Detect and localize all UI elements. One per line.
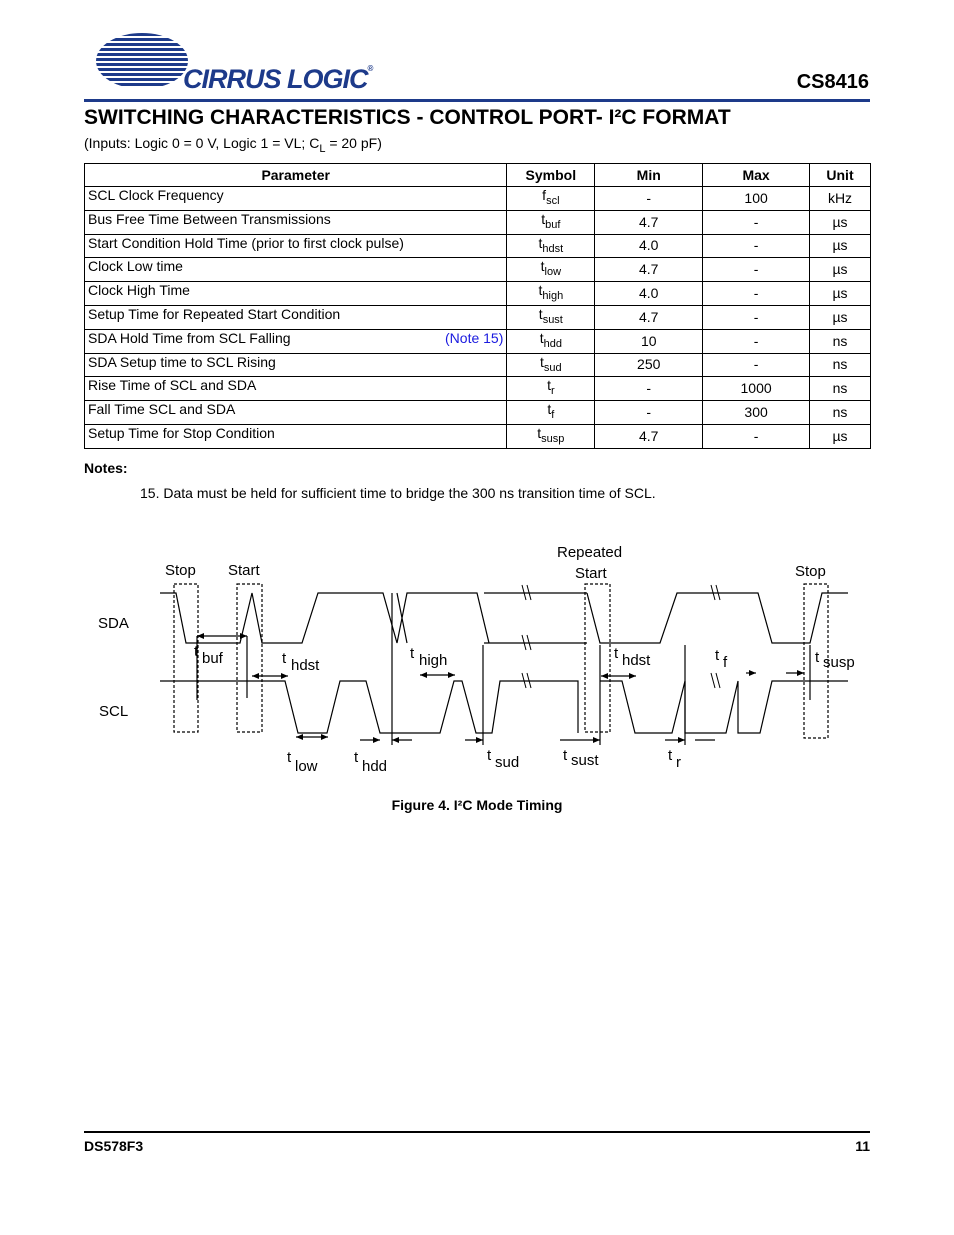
table-header-row xyxy=(85,164,871,187)
unit-cell: ns xyxy=(810,401,871,425)
min-cell: 250 xyxy=(595,353,703,377)
parameter-cell xyxy=(85,210,507,234)
hdst-label: hdst xyxy=(291,657,320,674)
header-rule xyxy=(84,99,870,102)
switching-characteristics-table xyxy=(84,163,871,449)
note-15: 15. Data must be held for sufficient time to bridge the 300 ns transition time of SCL. xyxy=(140,485,656,501)
table-row xyxy=(85,234,871,258)
table-row xyxy=(85,424,871,448)
table-row xyxy=(85,353,871,377)
sust-label: sust xyxy=(571,752,599,769)
repeated-label: Repeated xyxy=(557,544,623,561)
table-row xyxy=(85,210,871,234)
unit-cell: µs xyxy=(810,258,871,282)
section-subtitle: (Inputs: Logic 0 = 0 V, Logic 1 = VL; $C_L = 20$ pF) xyxy=(84,135,382,155)
table-row xyxy=(85,401,871,425)
symbol-cell: $t_{hdd}$ xyxy=(507,329,595,353)
unit-cell: ns xyxy=(810,353,871,377)
brand-name: CIRRUS LOGIC® xyxy=(183,64,373,94)
symbol-cell: $t_r$ xyxy=(507,377,595,401)
min-cell: - xyxy=(595,377,703,401)
parameter-cell xyxy=(85,258,507,282)
stop-label: Stop xyxy=(165,562,196,579)
susp-label: susp xyxy=(823,654,855,671)
parameter-cell xyxy=(85,282,507,306)
t-label: t xyxy=(282,650,287,667)
parameter-name: Fall Time SCL and SDA xyxy=(88,401,236,418)
t-label: t xyxy=(194,643,199,660)
unit-cell: µs xyxy=(810,424,871,448)
min-cell: - xyxy=(595,187,703,211)
parameter-name: SDA Setup time to SCL Rising xyxy=(88,353,276,370)
low-label: low xyxy=(295,758,318,775)
parameter-cell xyxy=(85,305,507,329)
column-header: Symbol xyxy=(507,164,595,187)
i2c-timing-diagram xyxy=(84,530,874,780)
sda-label: SDA xyxy=(98,615,129,632)
symbol-cell: $t_{susp}$ xyxy=(507,424,595,448)
max-cell: - xyxy=(703,305,810,329)
max-cell: - xyxy=(703,234,810,258)
sud-label: sud xyxy=(495,754,520,771)
max-cell: - xyxy=(703,210,810,234)
table-row xyxy=(85,282,871,306)
table-row xyxy=(85,377,871,401)
max-cell: - xyxy=(703,353,810,377)
stop-label: Stop xyxy=(795,563,826,580)
min-cell: 4.7 xyxy=(595,210,703,234)
table-row xyxy=(85,258,871,282)
sda-waveform xyxy=(160,593,848,643)
max-cell: - xyxy=(703,424,810,448)
parameter-name: Setup Time for Stop Condition xyxy=(88,424,275,441)
column-header: Max xyxy=(703,164,810,187)
min-cell: - xyxy=(595,401,703,425)
parameter-name: Setup Time for Repeated Start Condition xyxy=(88,305,341,322)
f-label: f xyxy=(723,654,728,671)
parameter-cell xyxy=(85,377,507,401)
min-cell: 4.0 xyxy=(595,282,703,306)
symbol-cell: $t_{sust}$ xyxy=(507,305,595,329)
parameter-cell xyxy=(85,353,507,377)
section-title: SWITCHING CHARACTERISTICS - CONTROL PORT- I²C FORMAT xyxy=(84,106,731,129)
hdst-label: hdst xyxy=(622,652,651,669)
cirrus-logic-logo-icon xyxy=(82,33,188,89)
max-cell: 300 xyxy=(703,401,810,425)
unit-cell: ns xyxy=(810,329,871,353)
scl-waveform xyxy=(160,681,848,733)
t-label: t xyxy=(287,749,292,766)
r-label: r xyxy=(676,754,681,771)
t-label: t xyxy=(487,747,492,764)
parameter-name: Start Condition Hold Time (prior to first clock pulse) xyxy=(88,234,404,251)
footer-rule xyxy=(84,1131,870,1133)
symbol-cell: $t_f$ xyxy=(507,401,595,425)
min-cell: 4.7 xyxy=(595,258,703,282)
parameter-name: SDA Hold Time from SCL Falling xyxy=(88,329,291,346)
symbol-cell: $t_{hdst}$ xyxy=(507,234,595,258)
min-cell: 4.0 xyxy=(595,234,703,258)
parameter-name: Clock Low time xyxy=(88,258,183,275)
page-number: 11 xyxy=(855,1138,870,1154)
symbol-cell: $t_{buf}$ xyxy=(507,210,595,234)
buf-label: buf xyxy=(202,650,223,667)
unit-cell: µs xyxy=(810,234,871,258)
unit-cell: ns xyxy=(810,377,871,401)
min-cell: 4.7 xyxy=(595,424,703,448)
parameter-cell xyxy=(85,234,507,258)
column-header: Parameter xyxy=(85,164,507,187)
unit-cell: µs xyxy=(810,305,871,329)
note-reference[interactable]: (Note 15) xyxy=(445,329,504,346)
max-cell: - xyxy=(703,282,810,306)
table-row xyxy=(85,187,871,211)
max-cell: 1000 xyxy=(703,377,810,401)
t-label: t xyxy=(410,645,415,662)
column-header: Unit xyxy=(810,164,871,187)
part-number: CS8416 xyxy=(796,71,869,93)
parameter-name: Clock High Time xyxy=(88,282,190,299)
high-label: high xyxy=(419,652,448,669)
t-label: t xyxy=(563,747,568,764)
symbol-cell: $f_{scl}$ xyxy=(507,187,595,211)
repeated-start-label: Start xyxy=(575,565,607,582)
max-cell: - xyxy=(703,258,810,282)
column-header: Min xyxy=(595,164,703,187)
min-cell: 4.7 xyxy=(595,305,703,329)
t-label: t xyxy=(715,647,720,664)
hdd-label: hdd xyxy=(362,758,388,775)
parameter-name: SCL Clock Frequency xyxy=(88,187,224,203)
parameter-cell xyxy=(85,401,507,425)
document-number: DS578F3 xyxy=(84,1138,144,1154)
notes-heading: Notes: xyxy=(84,460,128,476)
t-label: t xyxy=(668,747,673,764)
unit-cell: µs xyxy=(810,210,871,234)
scl-label: SCL xyxy=(99,703,129,720)
symbol-cell: $t_{low}$ xyxy=(507,258,595,282)
start-label: Start xyxy=(228,562,260,579)
table-row xyxy=(85,305,871,329)
max-cell: - xyxy=(703,329,810,353)
table-row xyxy=(85,329,871,353)
unit-cell: µs xyxy=(810,282,871,306)
min-cell: 10 xyxy=(595,329,703,353)
symbol-cell: $t_{high}$ xyxy=(507,282,595,306)
figure-caption: Figure 4. I²C Mode Timing xyxy=(391,797,563,813)
parameter-cell xyxy=(85,187,507,211)
parameter-name: Rise Time of SCL and SDA xyxy=(88,377,257,394)
unit-cell: kHz xyxy=(810,187,871,211)
t-label: t xyxy=(815,649,820,666)
max-cell: 100 xyxy=(703,187,810,211)
parameter-name: Bus Free Time Between Transmissions xyxy=(88,210,331,227)
parameter-cell xyxy=(85,424,507,448)
t-label: t xyxy=(614,645,619,662)
symbol-cell: $t_{sud}$ xyxy=(507,353,595,377)
parameter-cell xyxy=(85,329,507,353)
t-label: t xyxy=(354,749,359,766)
